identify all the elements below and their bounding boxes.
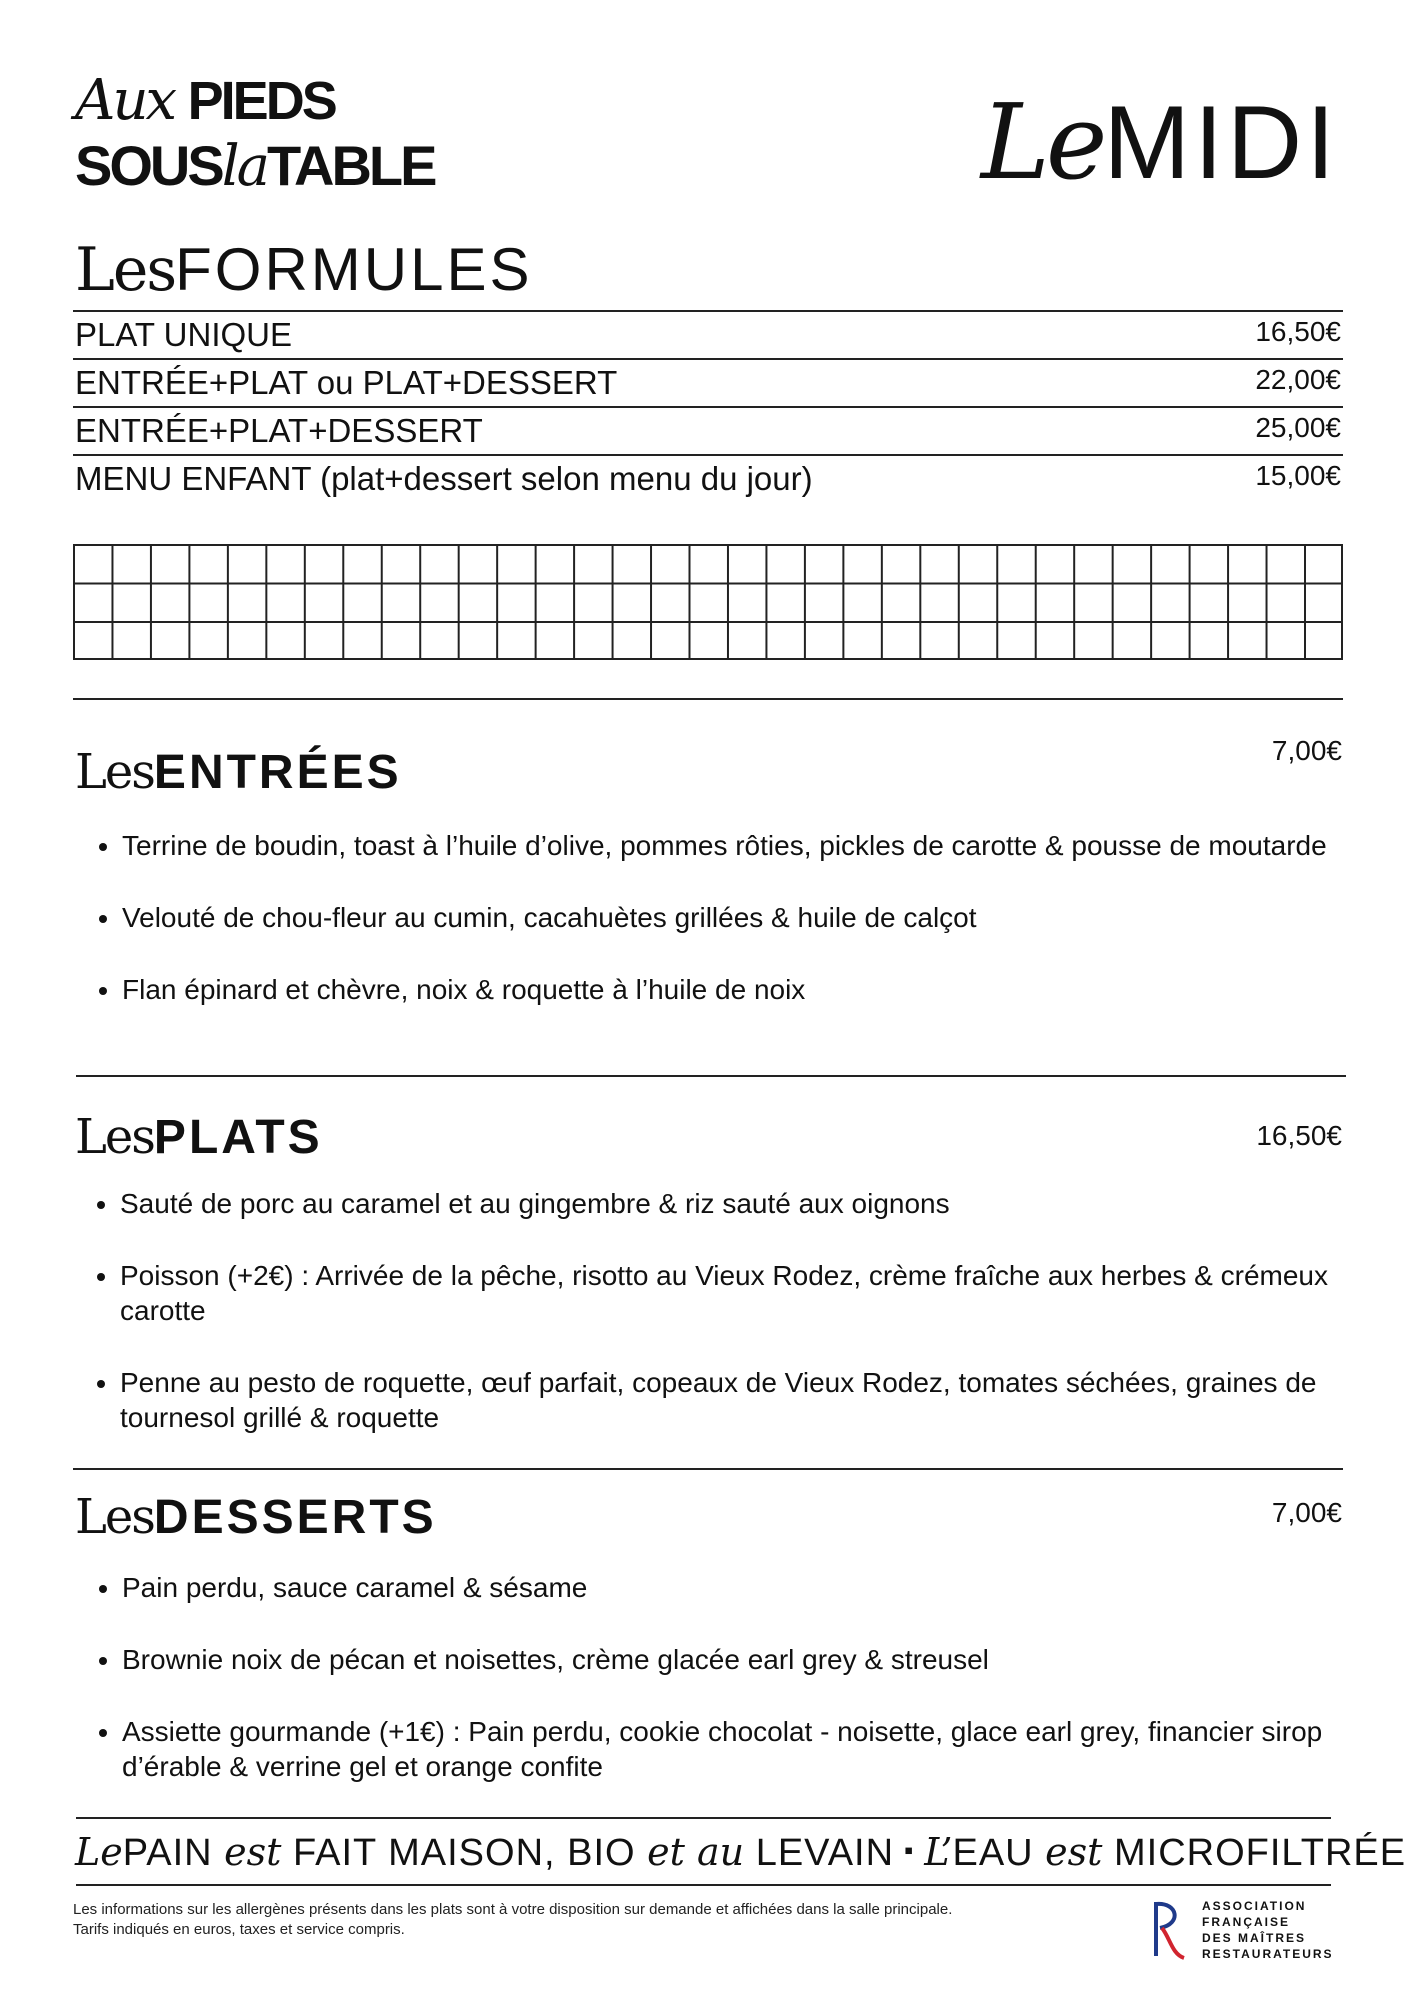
footer-text: MICROFILTRÉE	[1114, 1832, 1407, 1874]
desserts-list	[90, 1570, 1332, 1821]
list-item: • Assiette gourmande (+1€) : Pain perdu, cookie chocolat - noisette, glace earl grey, financier sirop d’érable & verrine gel et orange confite	[122, 1714, 1332, 1784]
formule-row	[73, 358, 1343, 406]
section-divider	[76, 1075, 1346, 1077]
plats-price: 16,50€	[1256, 1120, 1342, 1151]
entrees-heading-prefix: Les	[75, 744, 154, 800]
plats-heading	[75, 1109, 323, 1165]
logo-script-la: la	[221, 134, 267, 199]
footer-text: et au	[647, 1830, 745, 1874]
formule-price: 22,00€	[1255, 364, 1341, 395]
entrees-price: 7,00€	[1271, 735, 1342, 766]
plats-heading-word: PLATS	[153, 1111, 323, 1164]
formule-price: 16,50€	[1255, 316, 1341, 347]
formule-price: 15,00€	[1255, 460, 1341, 491]
afmr-logo	[1148, 1898, 1348, 1962]
page-title-prefix: Le	[980, 81, 1104, 203]
logo-bold-sous: SOUS	[75, 134, 222, 197]
afmr-line: FRANÇAISE	[1202, 1915, 1291, 1929]
afmr-line: DES MAÎTRES	[1202, 1931, 1307, 1945]
section-divider	[73, 1468, 1343, 1470]
formule-row	[73, 310, 1343, 358]
logo-bold-table: TABLE	[267, 134, 435, 197]
footer-text: est	[1045, 1830, 1103, 1874]
logo-script-aux: Aux	[75, 68, 175, 133]
section-divider	[73, 698, 1343, 700]
restaurant-logo	[75, 68, 515, 202]
plats-list	[88, 1186, 1330, 1472]
footer-notes	[73, 1900, 952, 1940]
footer-divider-top	[76, 1817, 1331, 1819]
formule-label: PLAT UNIQUE	[75, 316, 292, 353]
formule-label: ENTRÉE+PLAT+DESSERT	[75, 412, 483, 449]
afmr-r-icon	[1148, 1898, 1192, 1962]
list-item: • Brownie noix de pécan et noisettes, crème glacée earl grey & streusel	[122, 1642, 1332, 1677]
list-item: • Flan épinard et chèvre, noix & roquette à l’huile de noix	[122, 972, 1362, 1007]
footer-text: FAIT MAISON, BIO	[293, 1832, 636, 1874]
empty-grid	[73, 544, 1343, 660]
formule-label: MENU ENFANT (plat+dessert selon menu du jour)	[75, 460, 813, 497]
desserts-price: 7,00€	[1271, 1497, 1342, 1528]
desserts-heading	[75, 1489, 437, 1545]
entrees-heading	[75, 744, 402, 800]
footer-tagline	[75, 1830, 1406, 1875]
page-title	[980, 81, 1339, 203]
entrees-list	[90, 828, 1362, 1044]
footer-text: PAIN	[122, 1832, 213, 1874]
afmr-line: ASSOCIATION	[1202, 1899, 1307, 1913]
logo-bold-pieds: PIEDS	[187, 71, 335, 131]
footer-separator: ▪	[904, 1835, 915, 1865]
formule-price: 25,00€	[1255, 412, 1341, 443]
formule-label: ENTRÉE+PLAT ou PLAT+DESSERT	[75, 364, 618, 401]
entrees-heading-word: ENTRÉES	[153, 746, 402, 799]
pricing-note: Tarifs indiqués en euros, taxes et service compris.	[73, 1921, 405, 1938]
formule-row	[73, 454, 1343, 502]
allergen-note: Les informations sur les allergènes présents dans les plats sont à votre disposition sur demande et affichées dans la salle principale.	[73, 1901, 953, 1918]
desserts-heading-prefix: Les	[75, 1489, 154, 1545]
footer-text: LEVAIN	[755, 1832, 895, 1874]
footer-text: est	[224, 1830, 282, 1874]
list-item: • Pain perdu, sauce caramel & sésame	[122, 1570, 1332, 1605]
afmr-text	[1202, 1898, 1334, 1962]
formules-heading-word: FORMULES	[175, 236, 533, 303]
footer-divider-bottom	[76, 1884, 1331, 1886]
formules-heading-prefix: Les	[75, 235, 176, 305]
list-item: • Sauté de porc au caramel et au gingembre & riz sauté aux oignons	[120, 1186, 1330, 1221]
formules-table	[73, 310, 1343, 502]
list-item: • Velouté de chou-fleur au cumin, cacahuètes grillées & huile de calçot	[122, 900, 1362, 935]
plats-heading-prefix: Les	[75, 1109, 154, 1165]
page-title-word: MIDI	[1103, 85, 1339, 201]
footer-text: L’	[924, 1830, 953, 1874]
list-item: • Penne au pesto de roquette, œuf parfait, copeaux de Vieux Rodez, tomates séchées, graines de tournesol grillé & roquette	[120, 1365, 1330, 1435]
footer-text: EAU	[952, 1832, 1034, 1874]
list-item: • Terrine de boudin, toast à l’huile d’olive, pommes rôties, pickles de carotte & pousse de moutarde	[122, 828, 1362, 863]
formule-row	[73, 406, 1343, 454]
list-item: • Poisson (+2€) : Arrivée de la pêche, risotto au Vieux Rodez, crème fraîche aux herbes & crémeux carotte	[120, 1258, 1330, 1328]
afmr-line: RESTAURATEURS	[1202, 1947, 1334, 1961]
formules-heading	[75, 235, 533, 305]
footer-text: Le	[75, 1830, 123, 1874]
desserts-heading-word: DESSERTS	[153, 1491, 437, 1544]
